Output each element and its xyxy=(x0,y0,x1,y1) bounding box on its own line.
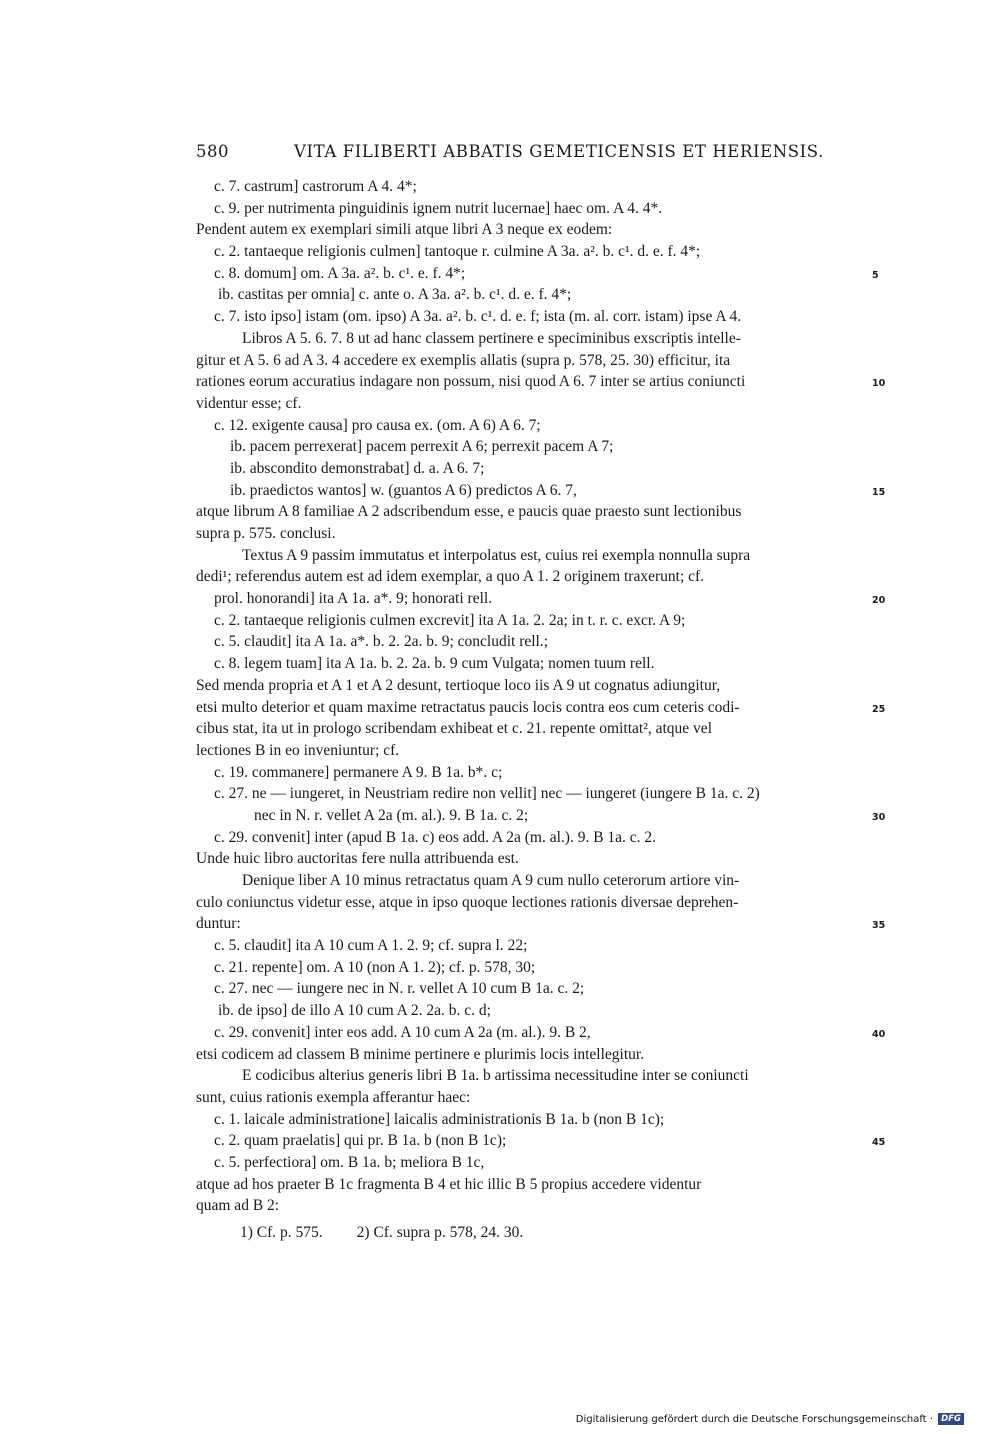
line-number: 45 xyxy=(872,1137,886,1149)
line-text: ib. de ipso] de illo A 10 cum A 2. 2a. b. c. d; xyxy=(218,1002,491,1020)
line-number: 10 xyxy=(872,378,886,390)
text-line xyxy=(196,653,868,675)
line-text: c. 5. perfectiora] om. B 1a. b; meliora B 1c, xyxy=(214,1153,485,1171)
line-text: c. 27. nec — iungere nec in N. r. vellet A 10 cum B 1a. c. 2; xyxy=(214,980,585,998)
line-text: prol. honorandi] ita A 1a. a*. 9; honorati rell. xyxy=(214,590,493,608)
line-text: ib. praedictos wantos] w. (guantos A 6) predictos A 6. 7, xyxy=(230,481,577,499)
main-text xyxy=(196,176,886,1217)
line-text: c. 2. tantaeque religionis culmen] tantoque r. culmine A 3a. a². b. c¹. d. e. f. 4*; xyxy=(214,243,701,261)
line-text: c. 2. quam praelatis] qui pr. B 1a. b (non B 1c); xyxy=(214,1132,507,1150)
line-text: atque ad hos praeter B 1c fragmenta B 4 et hic illic B 5 propius accedere videntur xyxy=(196,1175,702,1193)
text-line xyxy=(196,1022,886,1044)
line-number: 5 xyxy=(872,269,879,281)
text-line xyxy=(196,328,868,350)
dfg-logo-icon: DFG xyxy=(938,1413,964,1425)
text-line xyxy=(196,306,868,328)
text-line xyxy=(196,957,868,979)
text-line xyxy=(196,241,868,263)
line-text: c. 12. exigente causa] pro causa ex. (om. A 6) A 6. 7; xyxy=(214,416,541,434)
line-text: Sed menda propria et A 1 et A 2 desunt, tertioque loco iis A 9 ut cognatus adiungitur, xyxy=(196,676,721,694)
text-line xyxy=(196,805,886,827)
text-line xyxy=(196,350,868,372)
text-line xyxy=(196,697,886,719)
text-line xyxy=(196,371,886,393)
text-line xyxy=(196,848,868,870)
line-text: rationes eorum accuratius indagare non possum, nisi quod A 6. 7 inter se artius coniuncti xyxy=(196,373,746,391)
line-text: c. 2. tantaeque religionis culmen excrevit] ita A 1a. 2. 2a; in t. r. c. excr. A 9; xyxy=(214,611,686,629)
line-text: c. 1. laicale administratione] laicalis administrationis B 1a. b (non B 1c); xyxy=(214,1110,665,1128)
text-line xyxy=(196,610,868,632)
text-line xyxy=(196,1174,868,1196)
line-number: 35 xyxy=(872,920,886,932)
line-text: quam ad B 2: xyxy=(196,1197,280,1215)
line-text: sunt, cuius rationis exempla afferantur haec: xyxy=(196,1088,471,1106)
line-text: c. 8. legem tuam] ita A 1a. b. 2. 2a. b. 9 cum Vulgata; nomen tuum rell. xyxy=(214,655,655,673)
line-text: c. 29. convenit] inter eos add. A 10 cum A 2a (m. al.). 9. B 2, xyxy=(214,1023,591,1041)
line-text: lectiones B in eo inveniuntur; cf. xyxy=(196,741,400,759)
text-line xyxy=(196,718,868,740)
text-line xyxy=(196,458,868,480)
line-text: c. 29. convenit] inter (apud B 1a. c) eos add. A 2a (m. al.). 9. B 1a. c. 2. xyxy=(214,828,657,846)
text-line xyxy=(196,783,868,805)
line-text: Denique liber A 10 minus retractatus quam A 9 cum nullo ceterorum artiore vin- xyxy=(242,872,740,889)
text-line xyxy=(196,935,868,957)
text-line xyxy=(196,480,886,502)
line-number: 25 xyxy=(872,703,886,715)
line-text: Unde huic libro auctoritas fere nulla attribuenda est. xyxy=(196,850,519,868)
line-number: 20 xyxy=(872,595,886,607)
line-text: ib. abscondito demonstrabat] d. a. A 6. 7; xyxy=(230,459,485,477)
line-text: supra p. 575. conclusi. xyxy=(196,525,336,542)
line-number: 15 xyxy=(872,486,886,498)
text-line xyxy=(196,1195,868,1217)
text-line xyxy=(196,1109,868,1131)
text-line xyxy=(196,1130,886,1152)
credit-text: Digitalisierung gefördert durch die Deutsche Forschungsgemeinschaft xyxy=(575,1414,927,1425)
line-text: E codicibus alterius generis libri B 1a. b artissima necessitudine inter se coniuncti xyxy=(242,1067,749,1085)
text-line xyxy=(196,870,868,892)
line-text: ib. pacem perrexerat] pacem perrexit A 6; perrexit pacem A 7; xyxy=(230,438,614,456)
line-text: etsi codicem ad classem B minime pertinere e plurimis locis intellegitur. xyxy=(196,1045,645,1063)
page-number: 580 xyxy=(196,142,229,161)
text-line xyxy=(196,827,868,849)
text-line xyxy=(196,263,879,285)
text-line xyxy=(196,1065,868,1087)
line-text: c. 21. repente] om. A 10 (non A 1. 2); cf. p. 578, 30; xyxy=(214,958,536,976)
footnote: 1) Cf. p. 575. xyxy=(240,1224,323,1241)
line-text: c. 5. claudit] ita A 1a. a*. b. 2. 2a. b. 9; concludit rell.; xyxy=(214,633,549,651)
text-line xyxy=(196,978,868,1000)
line-text: videntur esse; cf. xyxy=(196,394,302,412)
line-text: dedi¹; referendus autem est ad idem exemplar, a quo A 1. 2 originem traxerunt; cf. xyxy=(196,568,705,586)
line-text: c. 27. ne — iungeret, in Neustriam redire non vellit] nec — iungeret (iungere B 1a. c. 2) xyxy=(214,785,760,803)
text-line xyxy=(196,1087,868,1109)
text-line xyxy=(196,523,868,545)
text-line xyxy=(196,393,868,415)
text-line xyxy=(196,219,868,241)
line-text: c. 5. claudit] ita A 10 cum A 1. 2. 9; cf. supra l. 22; xyxy=(214,937,528,955)
text-line xyxy=(196,631,868,653)
line-number: 30 xyxy=(872,811,886,823)
footnote: 2) Cf. supra p. 578, 24. 30. xyxy=(356,1224,524,1241)
line-text: c. 9. per nutrimenta pinguidinis ignem nutrit lucernae] haec om. A 4. 4*. xyxy=(214,199,663,217)
text-line xyxy=(196,176,868,198)
text-line xyxy=(196,1152,868,1174)
text-line xyxy=(196,762,868,784)
text-line xyxy=(196,415,868,437)
text-line xyxy=(196,198,868,220)
text-line xyxy=(196,588,886,610)
line-text: ib. castitas per omnia] c. ante o. A 3a. a². b. c¹. d. e. f. 4*; xyxy=(218,286,572,304)
text-line xyxy=(196,913,886,935)
text-line xyxy=(196,1044,868,1066)
line-text: Textus A 9 passim immutatus et interpolatus est, cuius rei exempla nonnulla supra xyxy=(242,546,751,564)
text-line xyxy=(196,545,868,567)
line-text: etsi multo deterior et quam maxime retractatus paucis locis contra eos cum ceteris codi- xyxy=(196,698,740,716)
text-line xyxy=(196,892,868,914)
line-text: c. 19. commanere] permanere A 9. B 1a. b*. c; xyxy=(214,763,503,781)
line-text: c. 8. domum] om. A 3a. a². b. c¹. e. f. 4*; xyxy=(214,264,466,282)
line-text: c. 7. castrum] castrorum A 4. 4*; xyxy=(214,178,417,195)
line-text: cibus stat, ita ut in prologo scribendam exhibeat et c. 21. repente omittat², atque vel xyxy=(196,720,712,738)
line-text: nec in N. r. vellet A 2a (m. al.). 9. B 1a. c. 2; xyxy=(254,806,529,824)
running-head: VITA FILIBERTI ABBATIS GEMETICENSIS ET HERIENSIS. xyxy=(294,142,824,161)
text-line xyxy=(196,284,868,306)
line-text: Pendent autem ex exemplari simili atque libri A 3 neque ex eodem: xyxy=(196,221,613,239)
text-line xyxy=(196,1000,868,1022)
text-line xyxy=(196,501,868,523)
digitization-credit: Digitalisierung gefördert durch die Deutsche Forschungsgemeinschaft · DFG xyxy=(576,1413,964,1425)
line-text: c. 7. isto ipso] istam (om. ipso) A 3a. a². b. c¹. d. e. f; ista (m. al. corr. istam) ipse A 4. xyxy=(214,308,742,326)
line-text: Libros A 5. 6. 7. 8 ut ad hanc classem pertinere e speciminibus exscriptis intelle- xyxy=(242,329,741,347)
footnotes xyxy=(240,1224,523,1242)
text-line xyxy=(196,675,868,697)
line-text: duntur: xyxy=(196,915,241,933)
line-number: 40 xyxy=(872,1028,886,1040)
line-text: gitur et A 5. 6 ad A 3. 4 accedere ex exemplis allatis (supra p. 578, 25. 30) efficitur, ita xyxy=(196,351,731,369)
line-text: atque librum A 8 familiae A 2 adscribendum esse, e paucis quae praesto sunt lectionibus xyxy=(196,503,742,521)
line-text: culo coniunctus videtur esse, atque in ipso quoque lectiones rationis diversae deprehen- xyxy=(196,893,739,911)
text-line xyxy=(196,740,868,762)
text-line xyxy=(196,436,868,458)
text-line xyxy=(196,566,868,588)
